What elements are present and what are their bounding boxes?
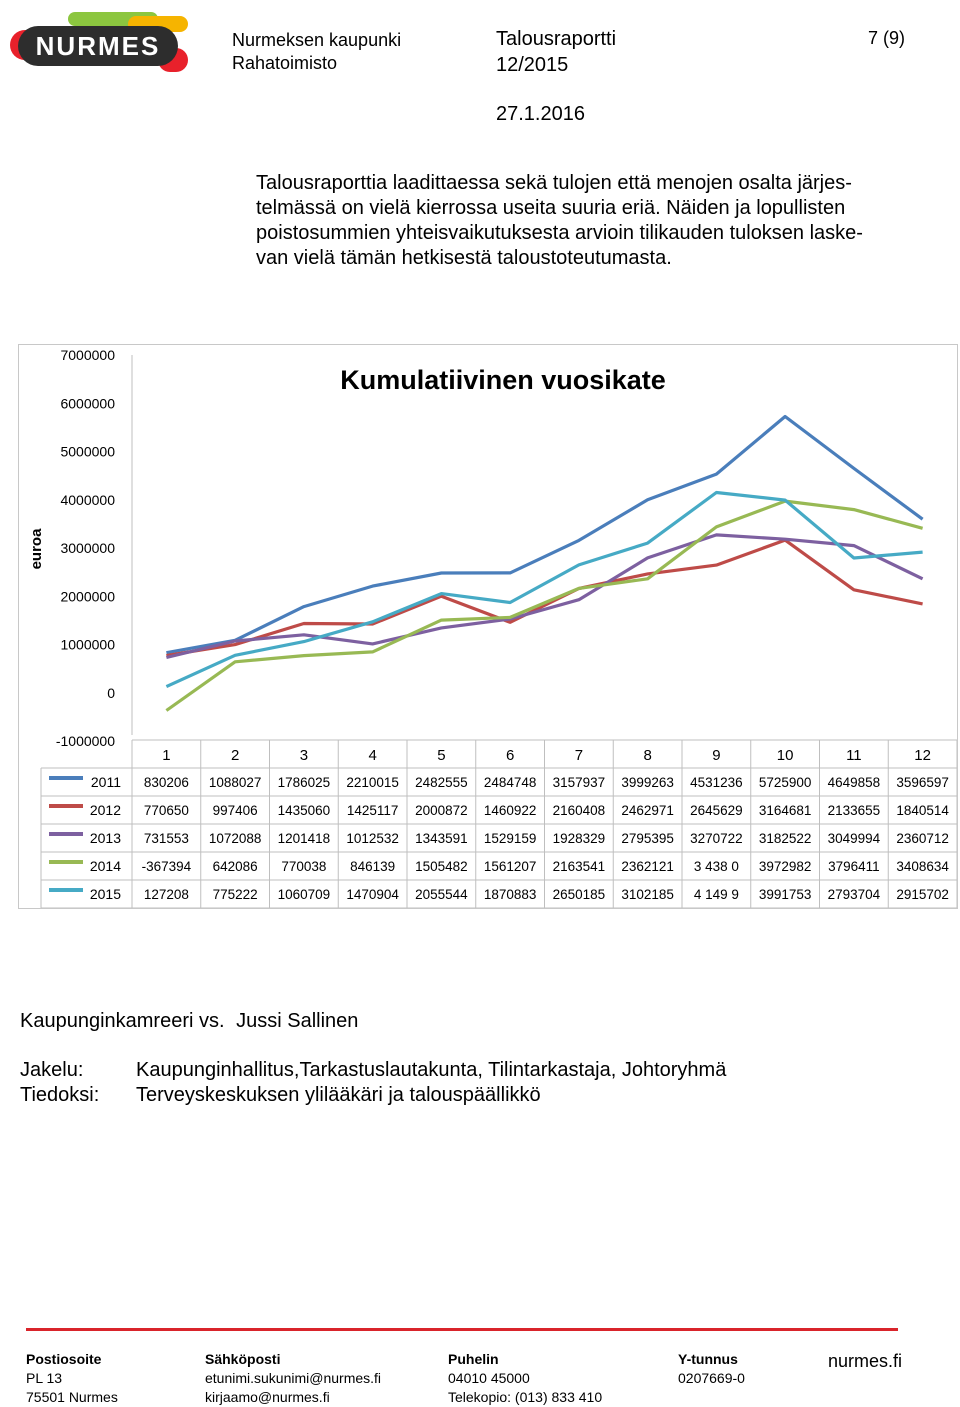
postal-line: PL 13 bbox=[26, 1370, 63, 1386]
x-tick-label: 6 bbox=[505, 747, 515, 764]
data-label: 770038 bbox=[281, 859, 327, 874]
data-label: 1460922 bbox=[483, 803, 537, 818]
postal-label: Postiosoite bbox=[26, 1351, 102, 1367]
data-label: 3270722 bbox=[690, 831, 743, 846]
data-label: 2362121 bbox=[621, 859, 674, 874]
data-label: 3999263 bbox=[621, 775, 674, 790]
logo-text: NURMES bbox=[35, 31, 161, 61]
data-label: 731553 bbox=[143, 831, 189, 846]
data-label: 1529159 bbox=[483, 831, 537, 846]
y-axis-label: euroa bbox=[28, 528, 45, 570]
y-tick-label: 7000000 bbox=[60, 347, 115, 363]
data-label: 4649858 bbox=[827, 775, 881, 790]
legend-label: 2015 bbox=[89, 886, 121, 902]
phone-number: 04010 45000 bbox=[448, 1370, 530, 1386]
data-label: 1012532 bbox=[346, 831, 399, 846]
nurmes-logo bbox=[8, 12, 190, 74]
report-period: 12/2015 bbox=[496, 54, 569, 76]
data-label: 4 149 9 bbox=[693, 887, 739, 902]
chart-frame bbox=[18, 344, 958, 909]
data-label: 5725900 bbox=[758, 775, 812, 790]
email-link[interactable]: etunimi.sukunimi@nurmes.fi bbox=[205, 1370, 382, 1386]
data-label: 3991753 bbox=[758, 887, 812, 902]
data-label: 2795395 bbox=[621, 831, 674, 846]
data-label: 3 438 0 bbox=[693, 859, 739, 874]
data-label: 2484748 bbox=[483, 775, 537, 790]
data-label: 3157937 bbox=[552, 775, 606, 790]
data-label: 3408634 bbox=[896, 859, 949, 874]
data-label: 2133655 bbox=[827, 803, 881, 818]
department: Rahatoimisto bbox=[232, 53, 338, 73]
footer-divider bbox=[26, 1328, 898, 1331]
data-label: 2915702 bbox=[896, 887, 949, 902]
email-label: Sähköposti bbox=[205, 1351, 281, 1367]
y-tick-label: -1000000 bbox=[55, 733, 115, 749]
y-tick-label: 0 bbox=[107, 684, 115, 701]
x-tick-label: 10 bbox=[776, 747, 794, 764]
data-label: 3164681 bbox=[758, 803, 812, 818]
email-link[interactable]: kirjaamo@nurmes.fi bbox=[205, 1389, 330, 1405]
legend-label: 2014 bbox=[89, 858, 121, 874]
footer-business-id bbox=[678, 1350, 745, 1388]
y-tick-label: 2000000 bbox=[60, 588, 115, 605]
x-tick-label: 5 bbox=[437, 747, 446, 764]
x-tick-label: 7 bbox=[574, 747, 584, 764]
intro-paragraph bbox=[256, 171, 936, 271]
x-tick-label: 9 bbox=[712, 747, 721, 764]
footer-phone bbox=[448, 1350, 602, 1407]
phone-label: Puhelin bbox=[448, 1351, 499, 1367]
data-label: 1435060 bbox=[277, 803, 331, 818]
y-tick-label: 4000000 bbox=[60, 491, 115, 508]
data-label: 775222 bbox=[212, 887, 258, 902]
data-label: 2482555 bbox=[415, 775, 468, 790]
signer-title: Kaupunginkamreeri vs. bbox=[20, 1010, 225, 1032]
data-label: 830206 bbox=[143, 775, 189, 790]
x-tick-label: 2 bbox=[230, 747, 240, 764]
data-label: 3796411 bbox=[828, 859, 880, 874]
data-label: 997406 bbox=[212, 803, 258, 818]
y-tick-label: 1000000 bbox=[60, 636, 115, 653]
data-label: 1786025 bbox=[277, 775, 331, 790]
data-label: 2160408 bbox=[552, 803, 606, 818]
y-tick-label: 5000000 bbox=[60, 443, 115, 460]
doc-title: Talousraportti bbox=[496, 28, 617, 50]
footer-postal bbox=[26, 1350, 118, 1407]
intro-line: Talousraporttia laadittaessa sekä tulojen että menojen osalta järjes- bbox=[256, 172, 852, 194]
x-tick-label: 4 bbox=[368, 747, 377, 764]
org-name: Nurmeksen kaupunki bbox=[232, 30, 402, 50]
legend-label: 2011 bbox=[90, 774, 121, 790]
data-label: 4531236 bbox=[690, 775, 743, 790]
chart-title: Kumulatiivinen vuosikate bbox=[340, 365, 666, 395]
tiedoksi-label: Tiedoksi: bbox=[20, 1084, 100, 1106]
data-label: 2645629 bbox=[690, 803, 743, 818]
data-label: 1088027 bbox=[208, 775, 262, 790]
data-label: 2000872 bbox=[415, 803, 468, 818]
data-label: 3182522 bbox=[758, 831, 812, 846]
data-label: 3102185 bbox=[621, 887, 674, 902]
data-label: 1072088 bbox=[208, 831, 262, 846]
data-label: 1470904 bbox=[346, 887, 399, 902]
signer-name: Jussi Sallinen bbox=[236, 1010, 359, 1032]
data-label: 1425117 bbox=[346, 803, 399, 818]
data-label: 127208 bbox=[143, 887, 189, 902]
data-label: 3972982 bbox=[758, 859, 812, 874]
data-label: 1505482 bbox=[415, 859, 468, 874]
data-label: 2650185 bbox=[552, 887, 606, 902]
data-label: 3596597 bbox=[896, 775, 949, 790]
ytunnus-label: Y-tunnus bbox=[678, 1351, 738, 1367]
y-tick-label: 3000000 bbox=[60, 540, 115, 556]
intro-line: van vielä tämän hetkisestä taloustoteutumasta. bbox=[256, 247, 672, 269]
legend-label: 2012 bbox=[89, 802, 121, 818]
logo-graphic bbox=[8, 12, 190, 74]
x-tick-label: 3 bbox=[299, 747, 309, 764]
data-label: 3049994 bbox=[827, 831, 881, 846]
data-label: 1870883 bbox=[483, 887, 537, 902]
x-tick-label: 1 bbox=[162, 747, 171, 764]
x-tick-label: 12 bbox=[914, 747, 931, 764]
intro-line: poistosummien yhteisvaikutuksesta arvioin tilikauden tuloksen laske- bbox=[256, 222, 863, 244]
jakelu-value: Kaupunginhallitus,Tarkastuslautakunta, Tilintarkastaja, Johtoryhmä bbox=[136, 1059, 727, 1081]
data-label: 1928329 bbox=[552, 831, 606, 846]
data-label: 2163541 bbox=[552, 859, 606, 874]
intro-line: telmässä on vielä kierrossa useita suuria eriä. Näiden ja lopullisten bbox=[256, 197, 846, 219]
x-tick-label: 11 bbox=[846, 747, 862, 764]
data-label: 1561207 bbox=[483, 859, 537, 874]
series-line-2011 bbox=[166, 417, 922, 653]
data-label: 2793704 bbox=[827, 887, 881, 902]
data-label: 1201418 bbox=[277, 831, 331, 846]
data-label: 2055544 bbox=[415, 887, 468, 902]
cumulative-chart bbox=[19, 345, 957, 908]
jakelu-label: Jakelu: bbox=[20, 1059, 84, 1081]
data-label: 1343591 bbox=[415, 831, 468, 846]
legend-label: 2013 bbox=[89, 830, 121, 846]
website-link[interactable]: nurmes.fi bbox=[828, 1351, 903, 1371]
data-label: 1840514 bbox=[896, 803, 949, 818]
x-tick-label: 8 bbox=[643, 747, 652, 764]
signature-line bbox=[20, 1010, 358, 1033]
y-tick-label: 6000000 bbox=[60, 395, 115, 412]
data-label: 2360712 bbox=[896, 831, 949, 846]
data-label: 2210015 bbox=[346, 775, 399, 790]
postal-line: 75501 Nurmes bbox=[26, 1389, 118, 1405]
data-label: 1060709 bbox=[277, 887, 331, 902]
footer-email bbox=[205, 1350, 381, 1407]
page-number: 7 (9) bbox=[868, 28, 906, 48]
data-label: 2462971 bbox=[621, 803, 674, 818]
data-label: 642086 bbox=[212, 859, 258, 874]
data-label: 770650 bbox=[143, 803, 189, 818]
ytunnus-value: 0207669-0 bbox=[678, 1370, 745, 1386]
series-line-2013 bbox=[166, 535, 922, 658]
report-date: 27.1.2016 bbox=[496, 103, 585, 125]
data-label: 846139 bbox=[350, 859, 396, 874]
fax-number: Telekopio: (013) 833 410 bbox=[448, 1389, 603, 1405]
tiedoksi-value: Terveyskeskuksen ylilääkäri ja talouspäällikkö bbox=[136, 1084, 541, 1106]
data-label: -367394 bbox=[141, 859, 192, 874]
